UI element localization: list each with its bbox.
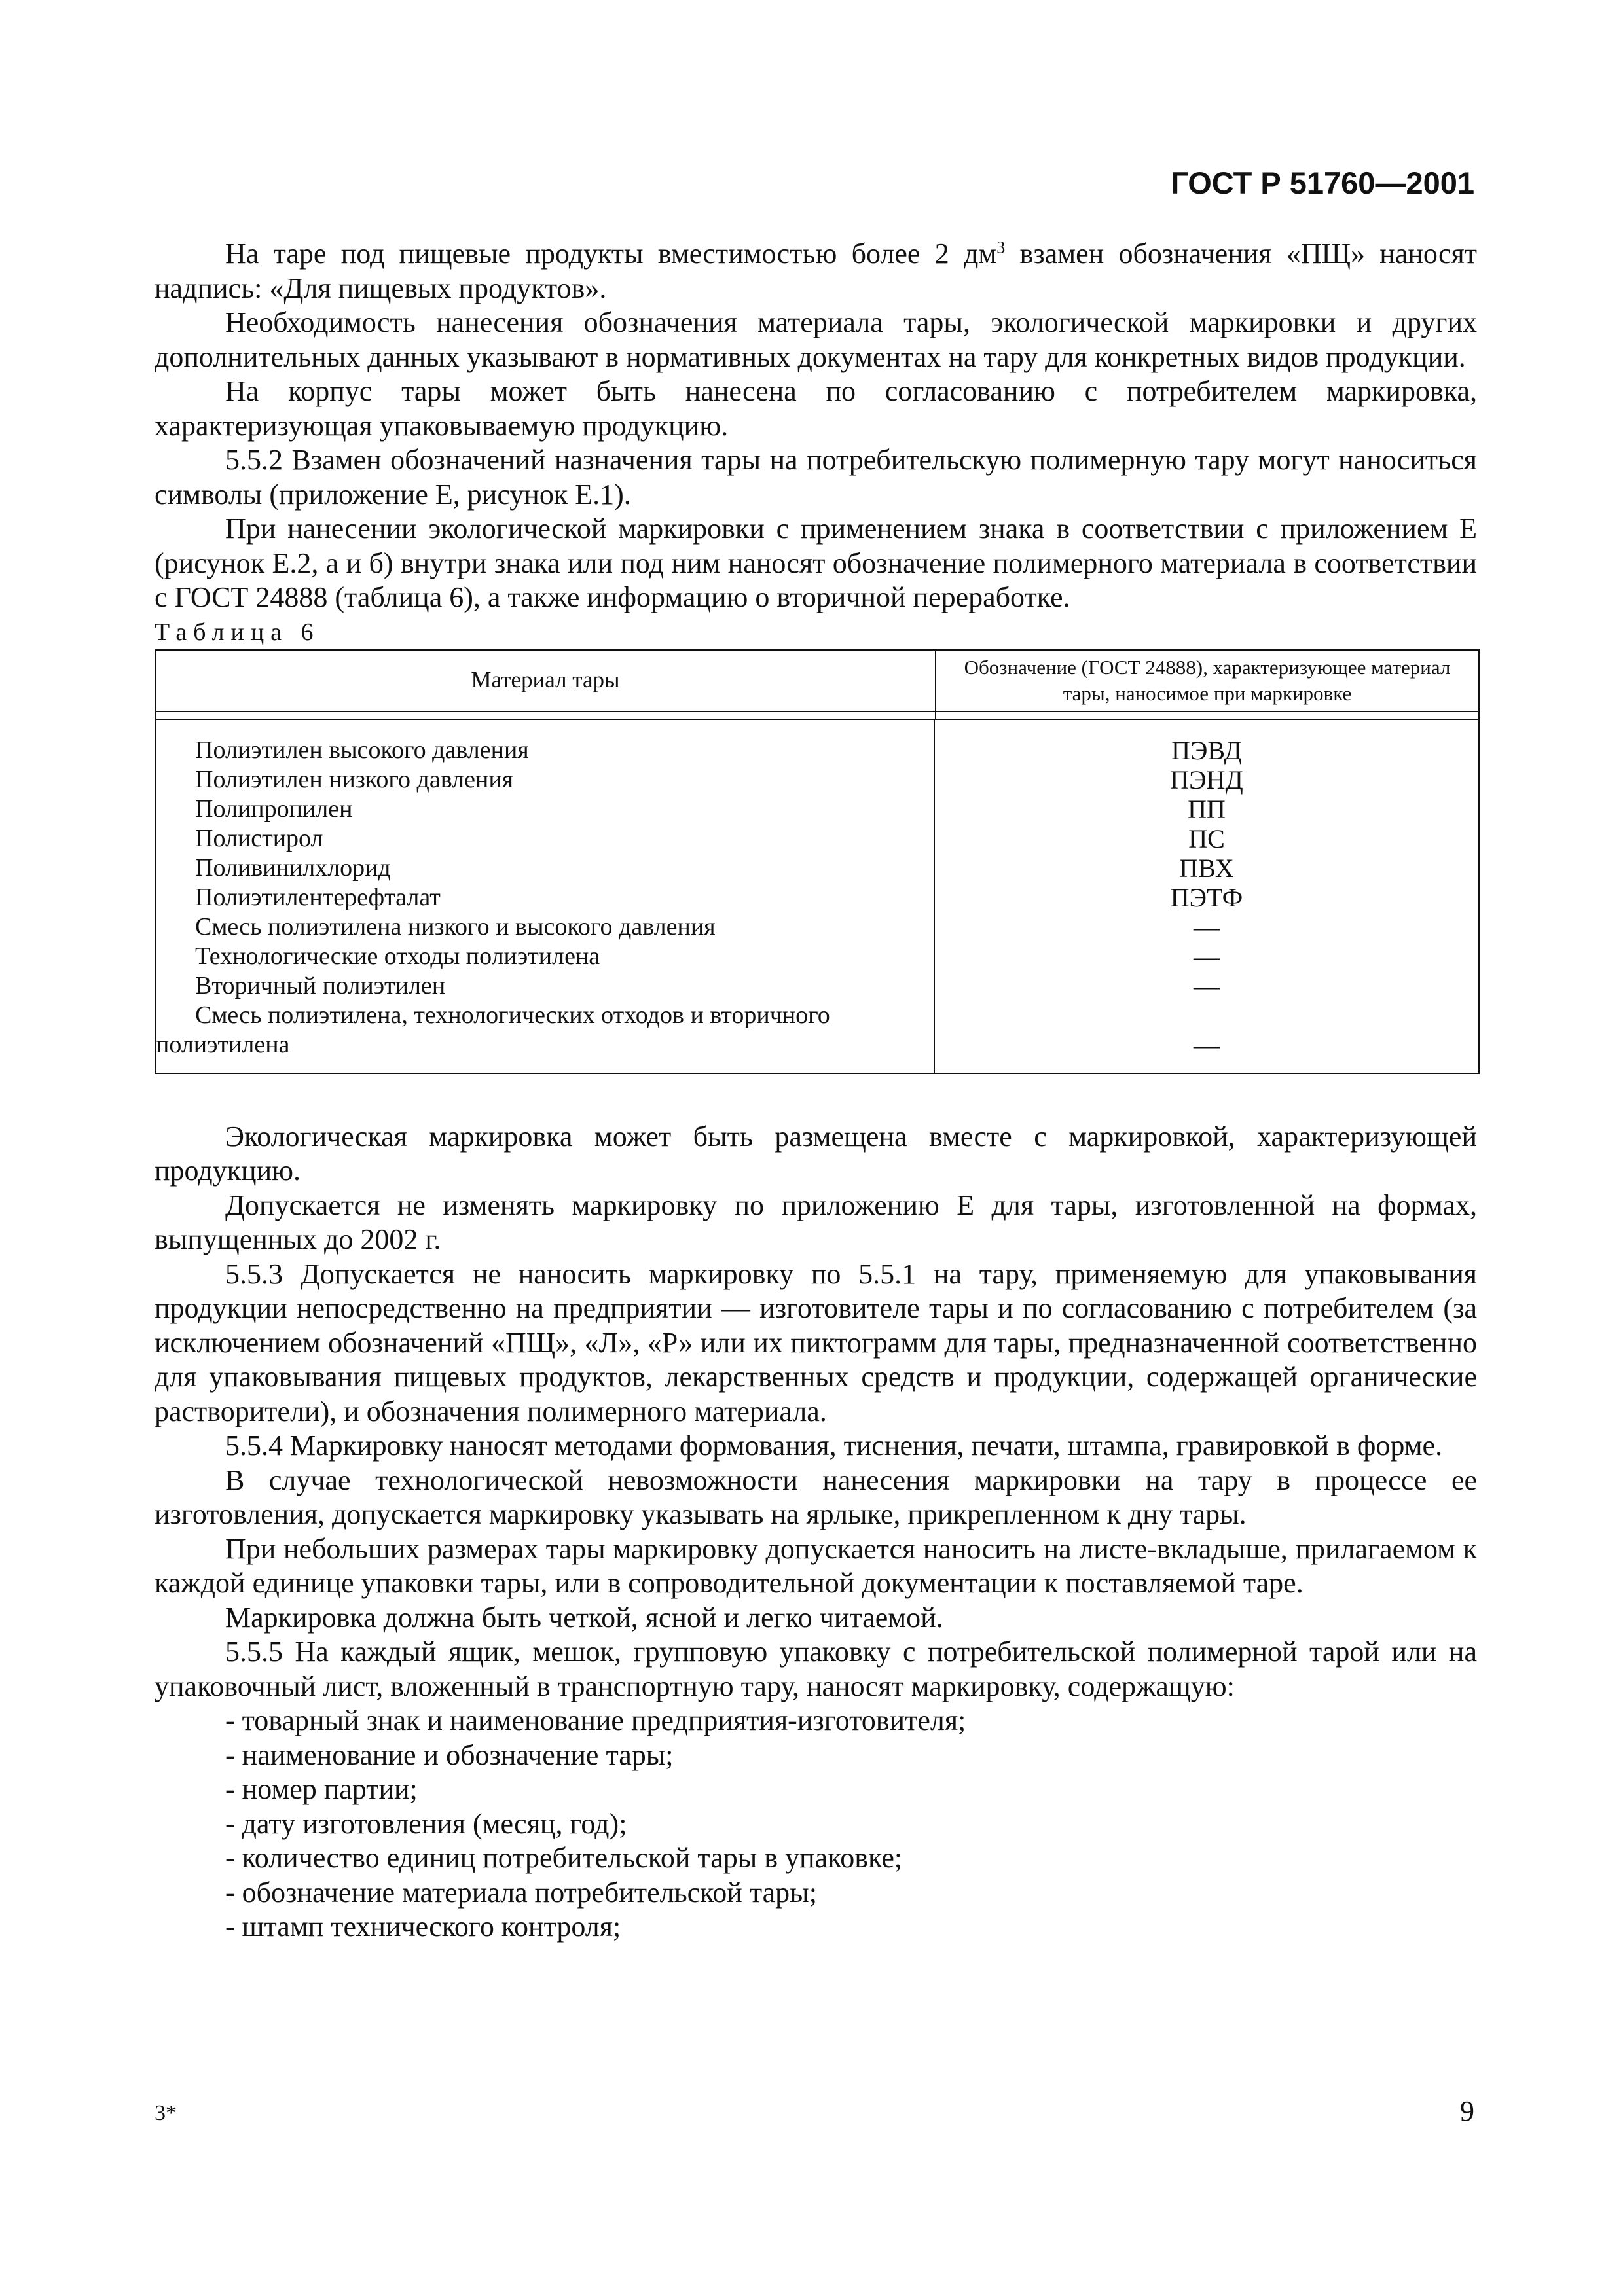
paragraphs-after-table	[155, 1120, 1477, 1704]
table-cell-material: Вторичный полиэтилен	[195, 971, 446, 999]
list-item: - обозначение материала потребительской тары;	[225, 1876, 817, 1909]
paragraph: 5.5.2 Взамен обозначений назначения тары на потребительскую полимерную тару могут наноситься символы (приложение Е, рисунок Е.1).	[155, 444, 1477, 511]
list-item: - номер партии;	[225, 1773, 418, 1805]
table-cell-material: Полиэтилентерефталат	[195, 883, 441, 911]
table-cell-code: ПЭНД	[1170, 764, 1243, 795]
table-caption: Таблица 6	[155, 618, 320, 646]
table-cell-material: Смесь полиэтилена, технологических отходов и вторичного	[195, 1001, 830, 1029]
col-header-material: Материал тары	[156, 651, 936, 711]
table-cell-code: —	[1194, 1030, 1220, 1060]
table-cell-code: ПЭВД	[1171, 735, 1242, 765]
paragraph: 5.5.4 Маркировку наносят методами формования, тиснения, печати, штампа, гравировкой в форме.	[225, 1429, 1443, 1462]
table-cell-code: —	[1194, 912, 1220, 942]
paragraph: При нанесении экологической маркировки с применением знака в соответствии с приложением Е (рисунок Е.2, а и б) внутри знака или под ним наносят обозначение полимерного материала в соответствии с ГОСТ 24888 (таблица 6), а также информацию о вторичной переработке.	[155, 512, 1477, 613]
col-header-designation: Обозначение (ГОСТ 24888), характеризующее материал тары, наносимое при маркировке	[964, 655, 1451, 705]
paragraph: Экологическая маркировка может быть размещена вместе с маркировкой, характеризующей продукцию.	[155, 1120, 1477, 1187]
table-cell-material: Полистирол	[195, 824, 323, 852]
table-cell-material: Полиэтилен высокого давления	[195, 736, 529, 764]
table-cell-material: Поливинилхлорид	[195, 853, 391, 882]
paragraph	[155, 237, 1477, 306]
table-header	[156, 651, 1478, 712]
list-item: - дату изготовления (месяц, год);	[225, 1807, 627, 1840]
list-item: - товарный знак и наименование предприятия-изготовителя;	[225, 1704, 966, 1736]
page-number: 9	[1460, 2095, 1474, 2127]
table-cell-material: Технологические отходы полиэтилена	[195, 942, 600, 970]
codes-column	[935, 720, 1478, 1073]
paragraph: На корпус тары может быть нанесена по согласованию с потребителем маркировка, характеризующая упаковываемую продукцию.	[155, 375, 1477, 442]
table-cell-material: Полиэтилен низкого давления	[195, 765, 514, 793]
table-header-gap	[156, 712, 1478, 720]
table-cell-code: ПС	[1188, 823, 1225, 853]
table-cell-material: полиэтилена	[156, 1030, 290, 1058]
paragraph: При небольших размерах тары маркировку допускается наносить на листе-вкладыше, прилагаемом к каждой единице упаковки тары, или в сопроводительной документации к поставляемой таре.	[155, 1532, 1477, 1599]
paragraph-text: взамен обозначения «ПЩ» наносят надпись: «Для пищевых продуктов».	[155, 238, 1477, 304]
table-cell-code: ПП	[1188, 794, 1226, 824]
page-content	[155, 237, 1477, 1945]
table-cell-material: Смесь полиэтилена низкого и высокого давления	[195, 912, 716, 941]
table-cell-code: ПЭТФ	[1170, 882, 1243, 912]
table-cell-code: —	[1194, 971, 1220, 1001]
paragraph: 5.5.5 На каждый ящик, мешок, групповую упаковку с потребительской полимерной тарой или на упаковочный лист, вложенный в транспортную тару, наносят маркировку, содержащую:	[155, 1636, 1477, 1702]
table-body	[156, 720, 1478, 1073]
list-item: - наименование и обозначение тары;	[225, 1738, 674, 1771]
paragraph-text: На таре под пищевые продукты вместимостью более 2 дм	[225, 238, 997, 270]
superscript: 3	[996, 238, 1006, 257]
table-cell-code: ПВХ	[1179, 853, 1234, 883]
marking-list	[155, 1704, 1477, 1945]
sheet-mark: 3*	[155, 2101, 177, 2125]
table-cell-code: —	[1194, 941, 1220, 971]
paragraph: 5.5.3 Допускается не наносить маркировку по 5.5.1 на тару, применяемую для упаковывания продукции непосредственно на предприятии — изготовителе тары и по согласованию с потребителем (за исключением обозначений «ПЩ», «Л», «Р» или их пиктограмм для тары, предназначенной соответственно для упаковывания пищевых продуктов, лекарственных средств и продукции, содержащей органические растворители), и обозначения полимерного материала.	[155, 1257, 1477, 1427]
list-item: - штамп технического контроля;	[225, 1910, 621, 1943]
paragraph: В случае технологической невозможности нанесения маркировки на тару в процессе ее изготовления, допускается маркировку указывать на ярлыке, прикрепленном к дну тары.	[155, 1463, 1477, 1530]
paragraph: Маркировка должна быть четкой, ясной и легко читаемой.	[225, 1601, 943, 1634]
materials-table	[155, 649, 1480, 1074]
list-item: - количество единиц потребительской тары в упаковке;	[225, 1842, 903, 1874]
paragraph: Допускается не изменять маркировку по приложению Е для тары, изготовленной на формах, выпущенных до 2002 г.	[155, 1189, 1477, 1255]
paragraph: Необходимость нанесения обозначения материала тары, экологической маркировки и других дополнительных данных указывают в нормативных документах на тару для конкретных видов продукции.	[155, 306, 1477, 373]
standard-code: ГОСТ Р 51760—2001	[1171, 166, 1474, 200]
materials-column	[156, 720, 935, 1073]
table-cell-material: Полипропилен	[195, 795, 353, 823]
